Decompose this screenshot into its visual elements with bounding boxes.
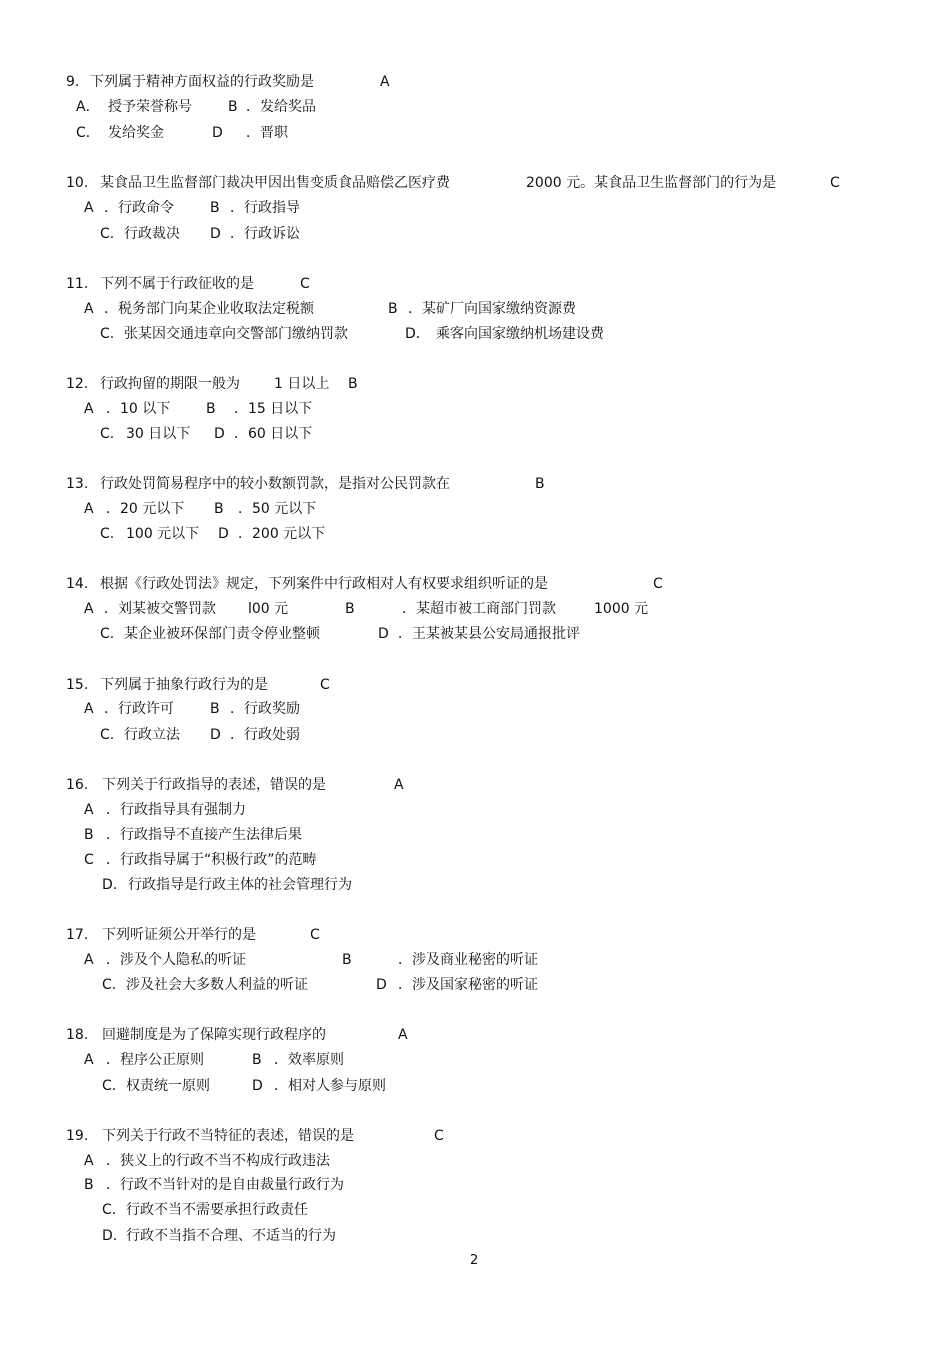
question-text: 某食品卫生监督部门裁决甲因出售变质食品赔偿乙医疗费 bbox=[100, 175, 450, 191]
option-label: A bbox=[84, 501, 94, 517]
question-number: 15. bbox=[66, 677, 89, 693]
question-number: 16. bbox=[66, 777, 89, 793]
answer-key: B bbox=[535, 476, 545, 492]
option-label: D bbox=[212, 125, 223, 141]
answer-key: C bbox=[320, 677, 330, 693]
option-label: B bbox=[228, 99, 238, 115]
question-number: 9. bbox=[66, 74, 80, 90]
answer-key: C bbox=[830, 175, 840, 191]
option-text: ．行政诉讼 bbox=[230, 226, 300, 242]
option-text: ．王某被某县公安局通报批评 bbox=[398, 626, 580, 642]
option-text: ．行政处弱 bbox=[230, 727, 300, 743]
option-text-cont: l00 元 bbox=[248, 601, 289, 617]
option-label: A bbox=[84, 601, 94, 617]
answer-key: C bbox=[434, 1128, 444, 1144]
answer-key: A bbox=[394, 777, 404, 793]
option-text: ．发给奖品 bbox=[246, 99, 316, 115]
option-text: ．行政不当针对的是自由裁量行政行为 bbox=[106, 1177, 344, 1193]
option-text: 发给奖金 bbox=[108, 125, 164, 141]
question-number: 14. bbox=[66, 576, 89, 592]
option-text: ．行政指导属于“积极行政”的范畴 bbox=[106, 852, 317, 868]
option-label: C. bbox=[100, 526, 115, 542]
question-text: 回避制度是为了保障实现行政程序的 bbox=[102, 1027, 326, 1043]
option-text: ．行政指导 bbox=[230, 200, 300, 216]
question-number: 11. bbox=[66, 276, 89, 292]
question-text: 行政拘留的期限一般为 bbox=[100, 376, 240, 392]
question-text: 下列关于行政指导的表述，错误的是 bbox=[102, 777, 326, 793]
answer-key: C bbox=[653, 576, 663, 592]
option-label: B bbox=[388, 301, 398, 317]
question-number: 17. bbox=[66, 927, 89, 943]
option-label: C. bbox=[100, 326, 115, 342]
option-label: A bbox=[84, 200, 94, 216]
option-text: 行政不当指不合理、不适当的行为 bbox=[126, 1228, 336, 1244]
option-text: ．相对人参与原则 bbox=[274, 1078, 386, 1094]
option-label: A bbox=[84, 1153, 94, 1169]
option-text: 乘客向国家缴纳机场建设费 bbox=[436, 326, 604, 342]
option-text: ．税务部门向某企业收取法定税额 bbox=[104, 301, 314, 317]
option-text: ．效率原则 bbox=[274, 1052, 344, 1068]
option-text: ．行政指导具有强制力 bbox=[106, 802, 246, 818]
answer-key: C bbox=[310, 927, 320, 943]
question-text: 根据《行政处罚法》规定，下列案件中行政相对人有权要求组织听证的是 bbox=[100, 576, 548, 592]
option-label: D bbox=[210, 727, 221, 743]
option-label: B bbox=[210, 701, 220, 717]
option-text: 张某因交通违章向交警部门缴纳罚款 bbox=[124, 326, 348, 342]
option-text: ．行政指导不直接产生法律后果 bbox=[106, 827, 302, 843]
page-number: 2 bbox=[470, 1253, 479, 1268]
option-text: 行政裁决 bbox=[124, 226, 180, 242]
option-text: ．行政许可 bbox=[104, 701, 174, 717]
question-text: 下列听证须公开举行的是 bbox=[102, 927, 256, 943]
option-text: 行政立法 bbox=[124, 727, 180, 743]
option-label: C. bbox=[100, 426, 115, 442]
option-text: 行政不当不需要承担行政责任 bbox=[126, 1202, 308, 1218]
question-number: 12. bbox=[66, 376, 89, 392]
option-label: C． bbox=[76, 125, 100, 141]
question-text-cont: 1 日以上 bbox=[274, 376, 330, 392]
answer-key: B bbox=[348, 376, 358, 392]
option-text: ．15 日以下 bbox=[234, 401, 313, 417]
option-label: C. bbox=[102, 977, 117, 993]
option-label: B bbox=[206, 401, 216, 417]
option-label: C bbox=[84, 852, 94, 868]
question-text: 下列属于抽象行政行为的是 bbox=[100, 677, 268, 693]
option-text: ．涉及国家秘密的听证 bbox=[398, 977, 538, 993]
option-label: A． bbox=[76, 99, 100, 115]
option-text: ．涉及个人隐私的听证 bbox=[106, 952, 246, 968]
option-label: A bbox=[84, 401, 94, 417]
question-number: 19. bbox=[66, 1128, 89, 1144]
answer-key: A bbox=[398, 1027, 408, 1043]
option-label: D bbox=[378, 626, 389, 642]
option-text: ．刘某被交警罚款 bbox=[104, 601, 216, 617]
question-text: 下列不属于行政征收的是 bbox=[100, 276, 254, 292]
question-text: 下列关于行政不当特征的表述，错误的是 bbox=[102, 1128, 354, 1144]
option-label: C. bbox=[102, 1202, 117, 1218]
option-text: ．行政命令 bbox=[104, 200, 174, 216]
option-text: 权责统一原则 bbox=[126, 1078, 210, 1094]
option-label: B bbox=[342, 952, 352, 968]
option-label: A bbox=[84, 1052, 94, 1068]
option-text: ．10 以下 bbox=[106, 401, 171, 417]
option-label: A bbox=[84, 301, 94, 317]
option-label: C. bbox=[100, 727, 115, 743]
option-text: 行政指导是行政主体的社会管理行为 bbox=[128, 877, 352, 893]
option-label: D bbox=[218, 526, 229, 542]
option-text: 授予荣誉称号 bbox=[108, 99, 192, 115]
option-label: B bbox=[252, 1052, 262, 1068]
option-text: 100 元以下 bbox=[126, 526, 200, 542]
option-text-cont: 1000 元 bbox=[594, 601, 649, 617]
option-label: C. bbox=[100, 226, 115, 242]
option-text: ．狭义上的行政不当不构成行政违法 bbox=[106, 1153, 330, 1169]
option-text: ．行政奖励 bbox=[230, 701, 300, 717]
question-text: 行政处罚简易程序中的较小数额罚款，是指对公民罚款在 bbox=[100, 476, 450, 492]
option-label: B bbox=[84, 827, 94, 843]
option-text: ．涉及商业秘密的听证 bbox=[398, 952, 538, 968]
option-label: D bbox=[376, 977, 387, 993]
answer-key: C bbox=[300, 276, 310, 292]
option-label: C. bbox=[100, 626, 115, 642]
question-number: 13. bbox=[66, 476, 89, 492]
option-label: D bbox=[210, 226, 221, 242]
option-text: 30 日以下 bbox=[126, 426, 191, 442]
option-label: D bbox=[214, 426, 225, 442]
option-label: D. bbox=[102, 1228, 118, 1244]
question-number: 10. bbox=[66, 175, 89, 191]
option-text: ．某超市被工商部门罚款 bbox=[402, 601, 556, 617]
question-number: 18. bbox=[66, 1027, 89, 1043]
option-text: ．某矿厂向国家缴纳资源费 bbox=[408, 301, 576, 317]
option-label: A bbox=[84, 701, 94, 717]
question-text-cont: 2000 元。某食品卫生监督部门的行为是 bbox=[526, 175, 777, 191]
option-text: ．晋职 bbox=[246, 125, 288, 141]
option-label: C. bbox=[102, 1078, 117, 1094]
option-text: ．程序公正原则 bbox=[106, 1052, 204, 1068]
option-label: D. bbox=[102, 877, 118, 893]
option-label: D bbox=[252, 1078, 263, 1094]
option-text: ．20 元以下 bbox=[106, 501, 185, 517]
option-text: ．60 日以下 bbox=[234, 426, 313, 442]
option-label: B bbox=[210, 200, 220, 216]
question-text: 下列属于精神方面权益的行政奖励是 bbox=[90, 74, 314, 90]
option-text: ．200 元以下 bbox=[238, 526, 326, 542]
option-text: 某企业被环保部门责令停业整顿 bbox=[124, 626, 320, 642]
answer-key: A bbox=[380, 74, 390, 90]
option-text: ．50 元以下 bbox=[238, 501, 317, 517]
option-text: 涉及社会大多数人利益的听证 bbox=[126, 977, 308, 993]
option-label: B bbox=[345, 601, 355, 617]
option-label: B bbox=[84, 1177, 94, 1193]
option-label: D． bbox=[405, 326, 430, 342]
option-label: B bbox=[214, 501, 224, 517]
option-label: A bbox=[84, 802, 94, 818]
option-label: A bbox=[84, 952, 94, 968]
